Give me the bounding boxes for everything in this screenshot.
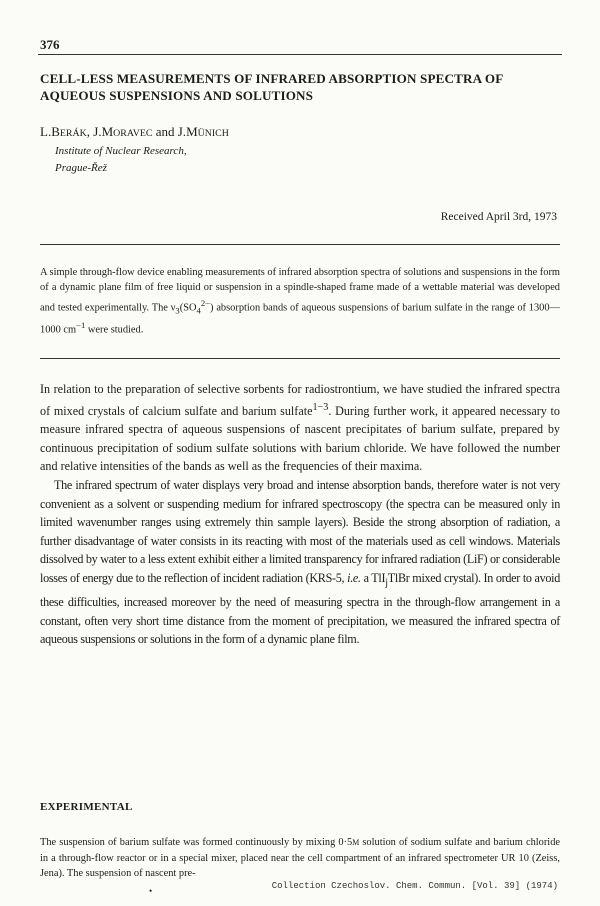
header-rule — [38, 54, 562, 55]
abstract-rule-bottom — [40, 358, 560, 359]
section-heading-experimental: EXPERIMENTAL — [40, 801, 133, 813]
paragraph-1: In relation to the preparation of selective sorbents for radiostrontium, we have studied the infrared spectra of mixed crystals of calcium sulfate and barium sulfate$^{1-3}$. During further work, it appeared necessary to measure infrared spectra of aqueous suspensions of nascent precipitates of barium sulfate, prepared by continuous precipitation of sodium sulfate solutions with barium chloride. We have followed the number and relative intensities of the bands as well as the frequencies of their maxima. — [40, 382, 560, 474]
article-title: CELL-LESS MEASUREMENTS OF INFRARED ABSORPTION SPECTRA OF AQUEOUS SUSPENSIONS AND SOLUTIONS — [40, 71, 503, 103]
author-list: L.BERÁK, J.MORAVEC and J.MÜNICH — [40, 124, 229, 139]
received-date: Received April 3rd, 1973 — [440, 211, 557, 223]
journal-footer: Collection Czechoslov. Chem. Commun. [Vol. 39] (1974) — [271, 881, 558, 891]
body-text — [40, 380, 560, 649]
abstract-rule-top — [40, 244, 560, 245]
paragraph-2: The infrared spectrum of water displays very broad and intense absorption bands, therefore water is not very convenient as a solvent or suspending medium for infrared spectroscopy (the spectra can be measured only in limited wavenumber ranges using extremely thin sample layers). Beside the strong absorption of radiation, a further disadvantage of water consists in its reacting with most of the materials used as cell windows. Materials dissolved by water to a less extent exhibit either a limited transparency for infrared radiation (LiF) or considerable losses of energy due to the reflection of incident radiation (KRS-5, i.e. a TlI$_j$TlBr mixed crystal). In order to avoid these difficulties, increased moreover by the need of measuring spectra in the through-flow arrangement in a constant, often very short time distance from the moment of precipitation, we measured the infrared spectra of aqueous suspensions or solutions in the form of a dynamic plane film. — [40, 478, 560, 647]
affiliation-institute: Institute of Nuclear Research, — [55, 145, 187, 157]
abstract: A simple through-flow device enabling measurements of infrared absorption spectra of solutions and suspensions in the form of a dynamic plane film of free liquid or suspension in a spindle-shaped frame made of a wettable material was developed and tested experimentally. The $\nu_3(SO_4^{2-})$ absorption bands of aqueous suspensions of barium sulfate in the range of 1300—1000 $cm^{-1}$ were studied. — [40, 267, 560, 336]
footer-bullet: • — [149, 886, 153, 896]
experimental-text: The suspension of barium sulfate was formed continuously by mixing 0·5M solution of sodium sulfate and barium chloride in a through-flow reactor or in a special mixer, placed near the cell compartment of an infrared spectrometer UR 10 (Zeiss, Jena). The suspension of nascent pre- — [40, 837, 560, 879]
author-3: J.MÜNICH — [177, 124, 229, 139]
author-1: L.BERÁK — [40, 124, 87, 139]
affiliation-city: Prague-Řež — [55, 162, 107, 174]
author-2: J.MORAVEC — [93, 124, 153, 139]
page-number: 376 — [40, 37, 60, 52]
